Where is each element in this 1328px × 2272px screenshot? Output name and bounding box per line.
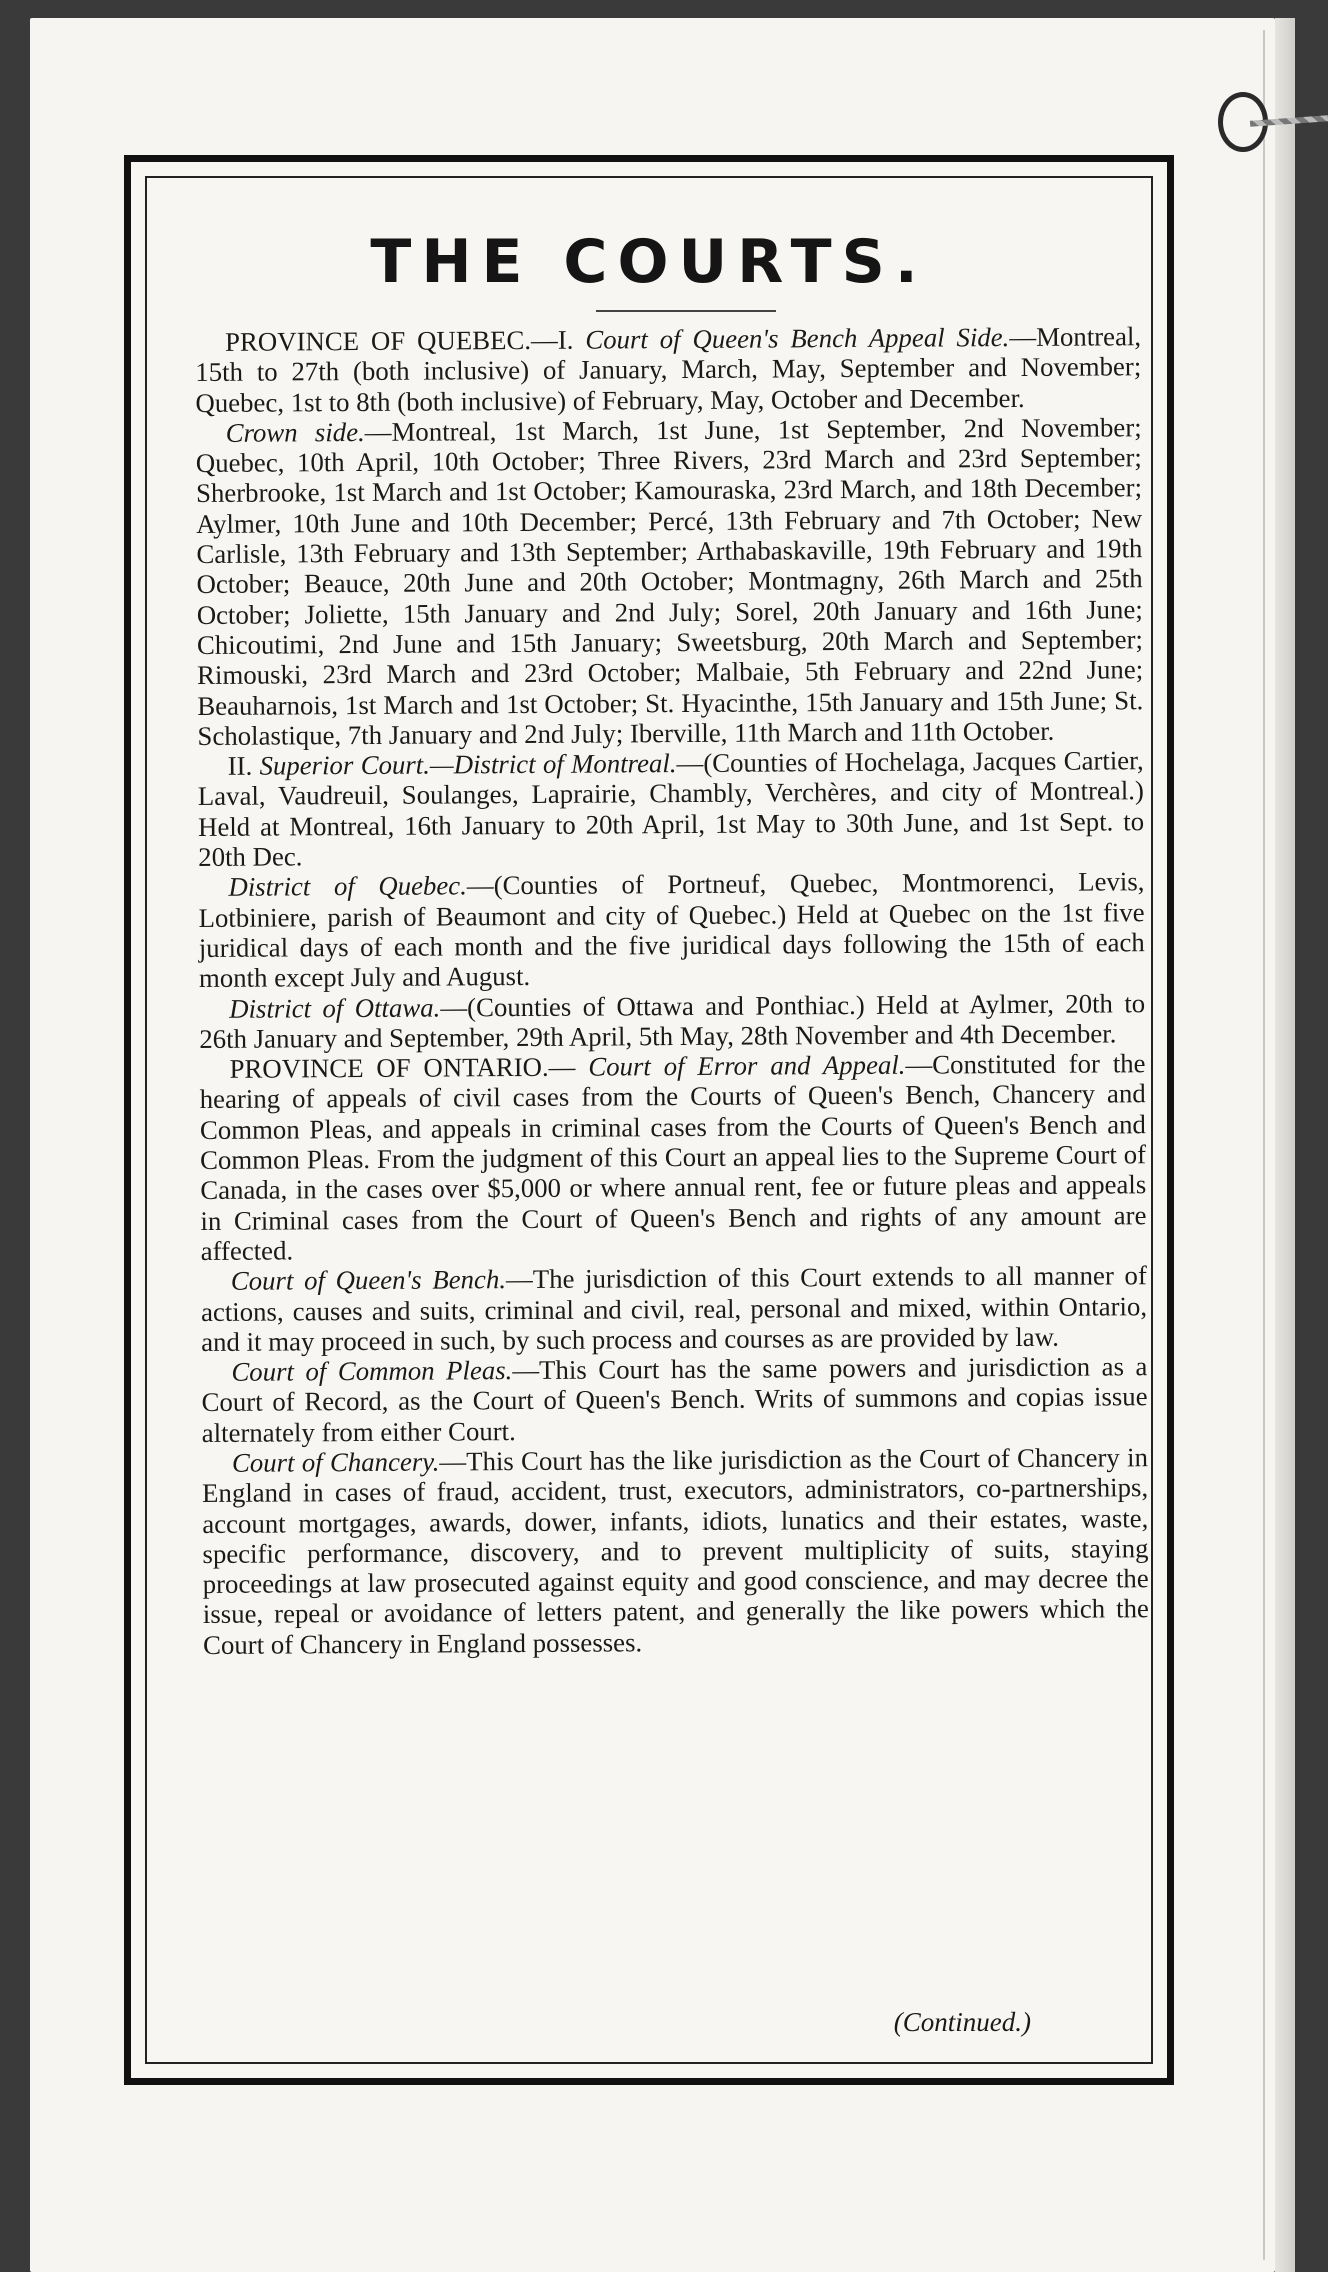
district-ottawa-text: —(Counties of Ottawa and Ponthiac.) Held at Aylmer, 20th to 26th January and September, 29th April, 5th May, 28th November and 4th December.	[199, 987, 1146, 1054]
queens-bench-text: —The jurisdiction of this Court extends to all manner of actions, causes and suits, criminal and civil, real, personal and mixed, within Ontario, and it may proceed in such, by such process and courses as are provided by law.	[200, 1260, 1148, 1357]
appeal-side-label: Court of Queen's Bench Appeal Side.	[585, 322, 1010, 355]
quebec-appeal-paragraph	[195, 321, 1142, 418]
district-quebec-label: District of Quebec.	[228, 870, 467, 903]
page-title: THE COURTS.	[370, 227, 928, 297]
quebec-heading: PROVINCE OF QUEBEC.—I.	[224, 324, 574, 357]
superior-court-paragraph	[198, 745, 1145, 872]
page-edge	[1275, 18, 1295, 2272]
title-divider	[596, 310, 776, 312]
bordered-panel	[124, 155, 1174, 2085]
superior-court-text: —(Counties of Hochelaga, Jacques Cartier, Laval, Vaudreuil, Soulanges, Laprairie, Chambly, Verchères, and city of Montreal.) Held at Montreal, 16th January to 20th April, 1st May to 30th June, and 1st Sept. to 20th Dec.	[197, 745, 1145, 873]
district-ottawa-paragraph	[199, 988, 1145, 1054]
superior-court-label: Superior Court.—District of Montreal.	[259, 748, 677, 781]
chancery-text: —This Court has the like jurisdiction as the Court of Chancery in England in cases of fraud, accident, trust, executors, administrators, co-partnerships, account mortgages, awards, dower, infants, idiots, lunatics and their estates, waste, specific performance, discovery, and to prevent multiplicity of suits, staying proceedings at law prosecuted against equity and good conscience, and may decree the issue, repeal or avoidance of letters patent, and generally the like powers which the Court of Chancery in England possesses.	[202, 1442, 1149, 1660]
error-appeal-label: Court of Error and Appeal.	[588, 1049, 906, 1082]
chancery-label: Court of Chancery.	[231, 1446, 440, 1478]
queens-bench-label: Court of Queen's Bench.	[230, 1264, 507, 1297]
district-ottawa-label: District of Ottawa.	[229, 992, 441, 1024]
district-quebec-text: —(Counties of Portneuf, Quebec, Montmorenci, Levis, Lotbiniere, parish of Beaumont and city of Quebec.) Held at Quebec on the 1st five juridical days of each month and the five juridical days following the 15th of each month except July and August.	[198, 866, 1145, 994]
crown-side-paragraph	[196, 412, 1144, 751]
chancery-paragraph	[202, 1442, 1149, 1660]
common-pleas-label: Court of Common Pleas.	[231, 1355, 513, 1387]
crown-side-label: Crown side.	[225, 416, 365, 448]
ontario-error-paragraph	[199, 1048, 1146, 1266]
courts-text	[195, 321, 1149, 1660]
fold-line	[1263, 30, 1265, 2260]
ontario-heading: PROVINCE OF ONTARIO.—	[229, 1051, 576, 1084]
crown-side-text: —Montreal, 1st March, 1st June, 1st September, 2nd November; Quebec, 10th April, 10th October; Three Rivers, 23rd March and 23rd September; Sherbrooke, 1st March and 1st October; Kamouraska, 23rd March, and 18th December; Aylmer, 10th June and 10th December; Percé, 13th February and 7th October; New Carlisle, 13th February and 13th September; Arthabaskaville, 19th February and 19th October; Beauce, 20th June and 20th October; Montmagny, 26th March and 25th October; Joliette, 15th January and 2nd July; Sorel, 20th January and 16th June; Chicoutimi, 2nd June and 15th January; Sweetsburg, 20th March and September; Rimouski, 23rd March and 23rd October; Malbaie, 5th February and 22nd June; Beauharnois, 1st March and 1st October; St. Hyacinthe, 15th January and 15th June; St. Scholastique, 7th January and 2nd July; Iberville, 11th March and 11th October.	[195, 412, 1144, 751]
superior-court-number: II.	[227, 750, 253, 781]
continued-note: (Continued.)	[893, 2007, 1031, 2037]
common-pleas-paragraph	[201, 1351, 1148, 1448]
appeal-side-text: —Montreal, 15th to 27th (both inclusive) of January, March, May, September and November; Quebec, 1st to 8th (both inclusive) of February, May, October and December.	[195, 321, 1142, 418]
error-appeal-text: —Constituted for the hearing of appeals of civil cases from the Courts of Queen's Bench, Chancery and Common Pleas, and appeals in criminal cases from the Courts of Queen's Bench and Common Pleas. From the judgment of this Court an appeal lies to the Supreme Court of Canada, in the cases over $5,000 or where annual rent, fee or future pleas and appeals in Criminal cases from the Court of Queen's Bench and rights of any amount are affected.	[199, 1048, 1147, 1266]
queens-bench-paragraph	[201, 1260, 1148, 1357]
common-pleas-text: —This Court has the same powers and jurisdiction as a Court of Record, as the Court of Queen's Bench. Writs of summons and copias issue alternately from either Court.	[201, 1351, 1148, 1448]
district-quebec-paragraph	[198, 867, 1145, 994]
